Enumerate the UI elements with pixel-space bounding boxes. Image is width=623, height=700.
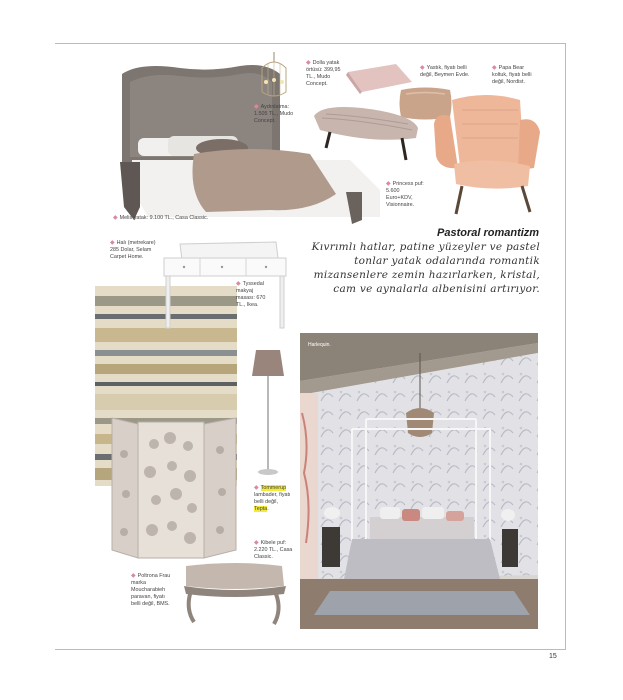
- page-number: 15: [549, 653, 557, 660]
- papa-bear-chair-image: [430, 94, 542, 218]
- bullet-icon: ◆: [254, 485, 259, 491]
- caption-princess: ◆ Princess puf: 5.600 Euro+KDV, Visionnaire.: [386, 181, 424, 208]
- caption-tommerup: ◆ Tommerup lambader, fiyatı belli değil, Tepta.: [254, 485, 291, 512]
- caption-hali: ◆ Halı (metrekare) 285 Dolar, Selam Carpet Home.: [110, 240, 156, 260]
- caption-aydinlatma: ◆ Aydınlatma: 1.505 TL., Mudo Concept.: [254, 104, 294, 124]
- bullet-icon: ◆: [306, 60, 311, 66]
- caption-dolla: ◆ Dolla yatak örtüsü: 399,95 TL., Mudo Concept.: [306, 60, 341, 87]
- chandelier-image: [254, 52, 294, 102]
- caption-tyssedal: ◆ Tyssedal makyaj masası: 670 TL., Ikea.: [236, 281, 266, 308]
- bullet-icon: ◆: [492, 65, 497, 71]
- bullet-icon: ◆: [236, 281, 241, 287]
- bullet-icon: ◆: [110, 240, 115, 246]
- bullet-icon: ◆: [113, 215, 118, 221]
- caption-poltrona: ◆ Poltrona Frau marka Moucharabieh paravan, fiyatı belli değil, BMS.: [131, 573, 171, 607]
- frame-top-line: [55, 43, 565, 44]
- floor-lamp-image: [248, 348, 288, 476]
- bullet-icon: ◆: [386, 181, 391, 187]
- section-title: Pastoral romantizm: [437, 227, 540, 239]
- vanity-table-image: [160, 238, 290, 330]
- caption-melis: ◆ Melis yatak: 9.100 TL., Casa Classic.: [113, 215, 209, 221]
- photo-credit: Harlequin.: [308, 342, 331, 348]
- paravan-screen-image: [110, 414, 240, 560]
- frame-bottom-line: [55, 649, 566, 650]
- section-quote: Kıvrımlı hatlar, patine yüzeyler ve pastel tonlar yatak odalarında romantik mizansenlere zemin hazırlarken, kristal, cam ve aynalarla albenisini artırıyor.: [311, 241, 540, 295]
- caption-kibele: ◆ Kibele puf: 2.220 TL., Casa Classic.: [254, 540, 293, 560]
- princess-pouf-image: [312, 104, 422, 164]
- kibele-pouf-image: [180, 560, 290, 628]
- caption-yastik: ◆ Yastık, fiyatı belli değil, Beymen Evde.: [420, 65, 470, 78]
- bullet-icon: ◆: [254, 540, 259, 546]
- bullet-icon: ◆: [254, 104, 259, 110]
- frame-right-line: [565, 43, 566, 650]
- room-photo: [300, 333, 538, 629]
- bullet-icon: ◆: [420, 65, 425, 71]
- bullet-icon: ◆: [131, 573, 136, 579]
- caption-papa-bear: ◆ Papa Bear koltuk, fiyatı belli değil, Nordist.: [492, 65, 532, 85]
